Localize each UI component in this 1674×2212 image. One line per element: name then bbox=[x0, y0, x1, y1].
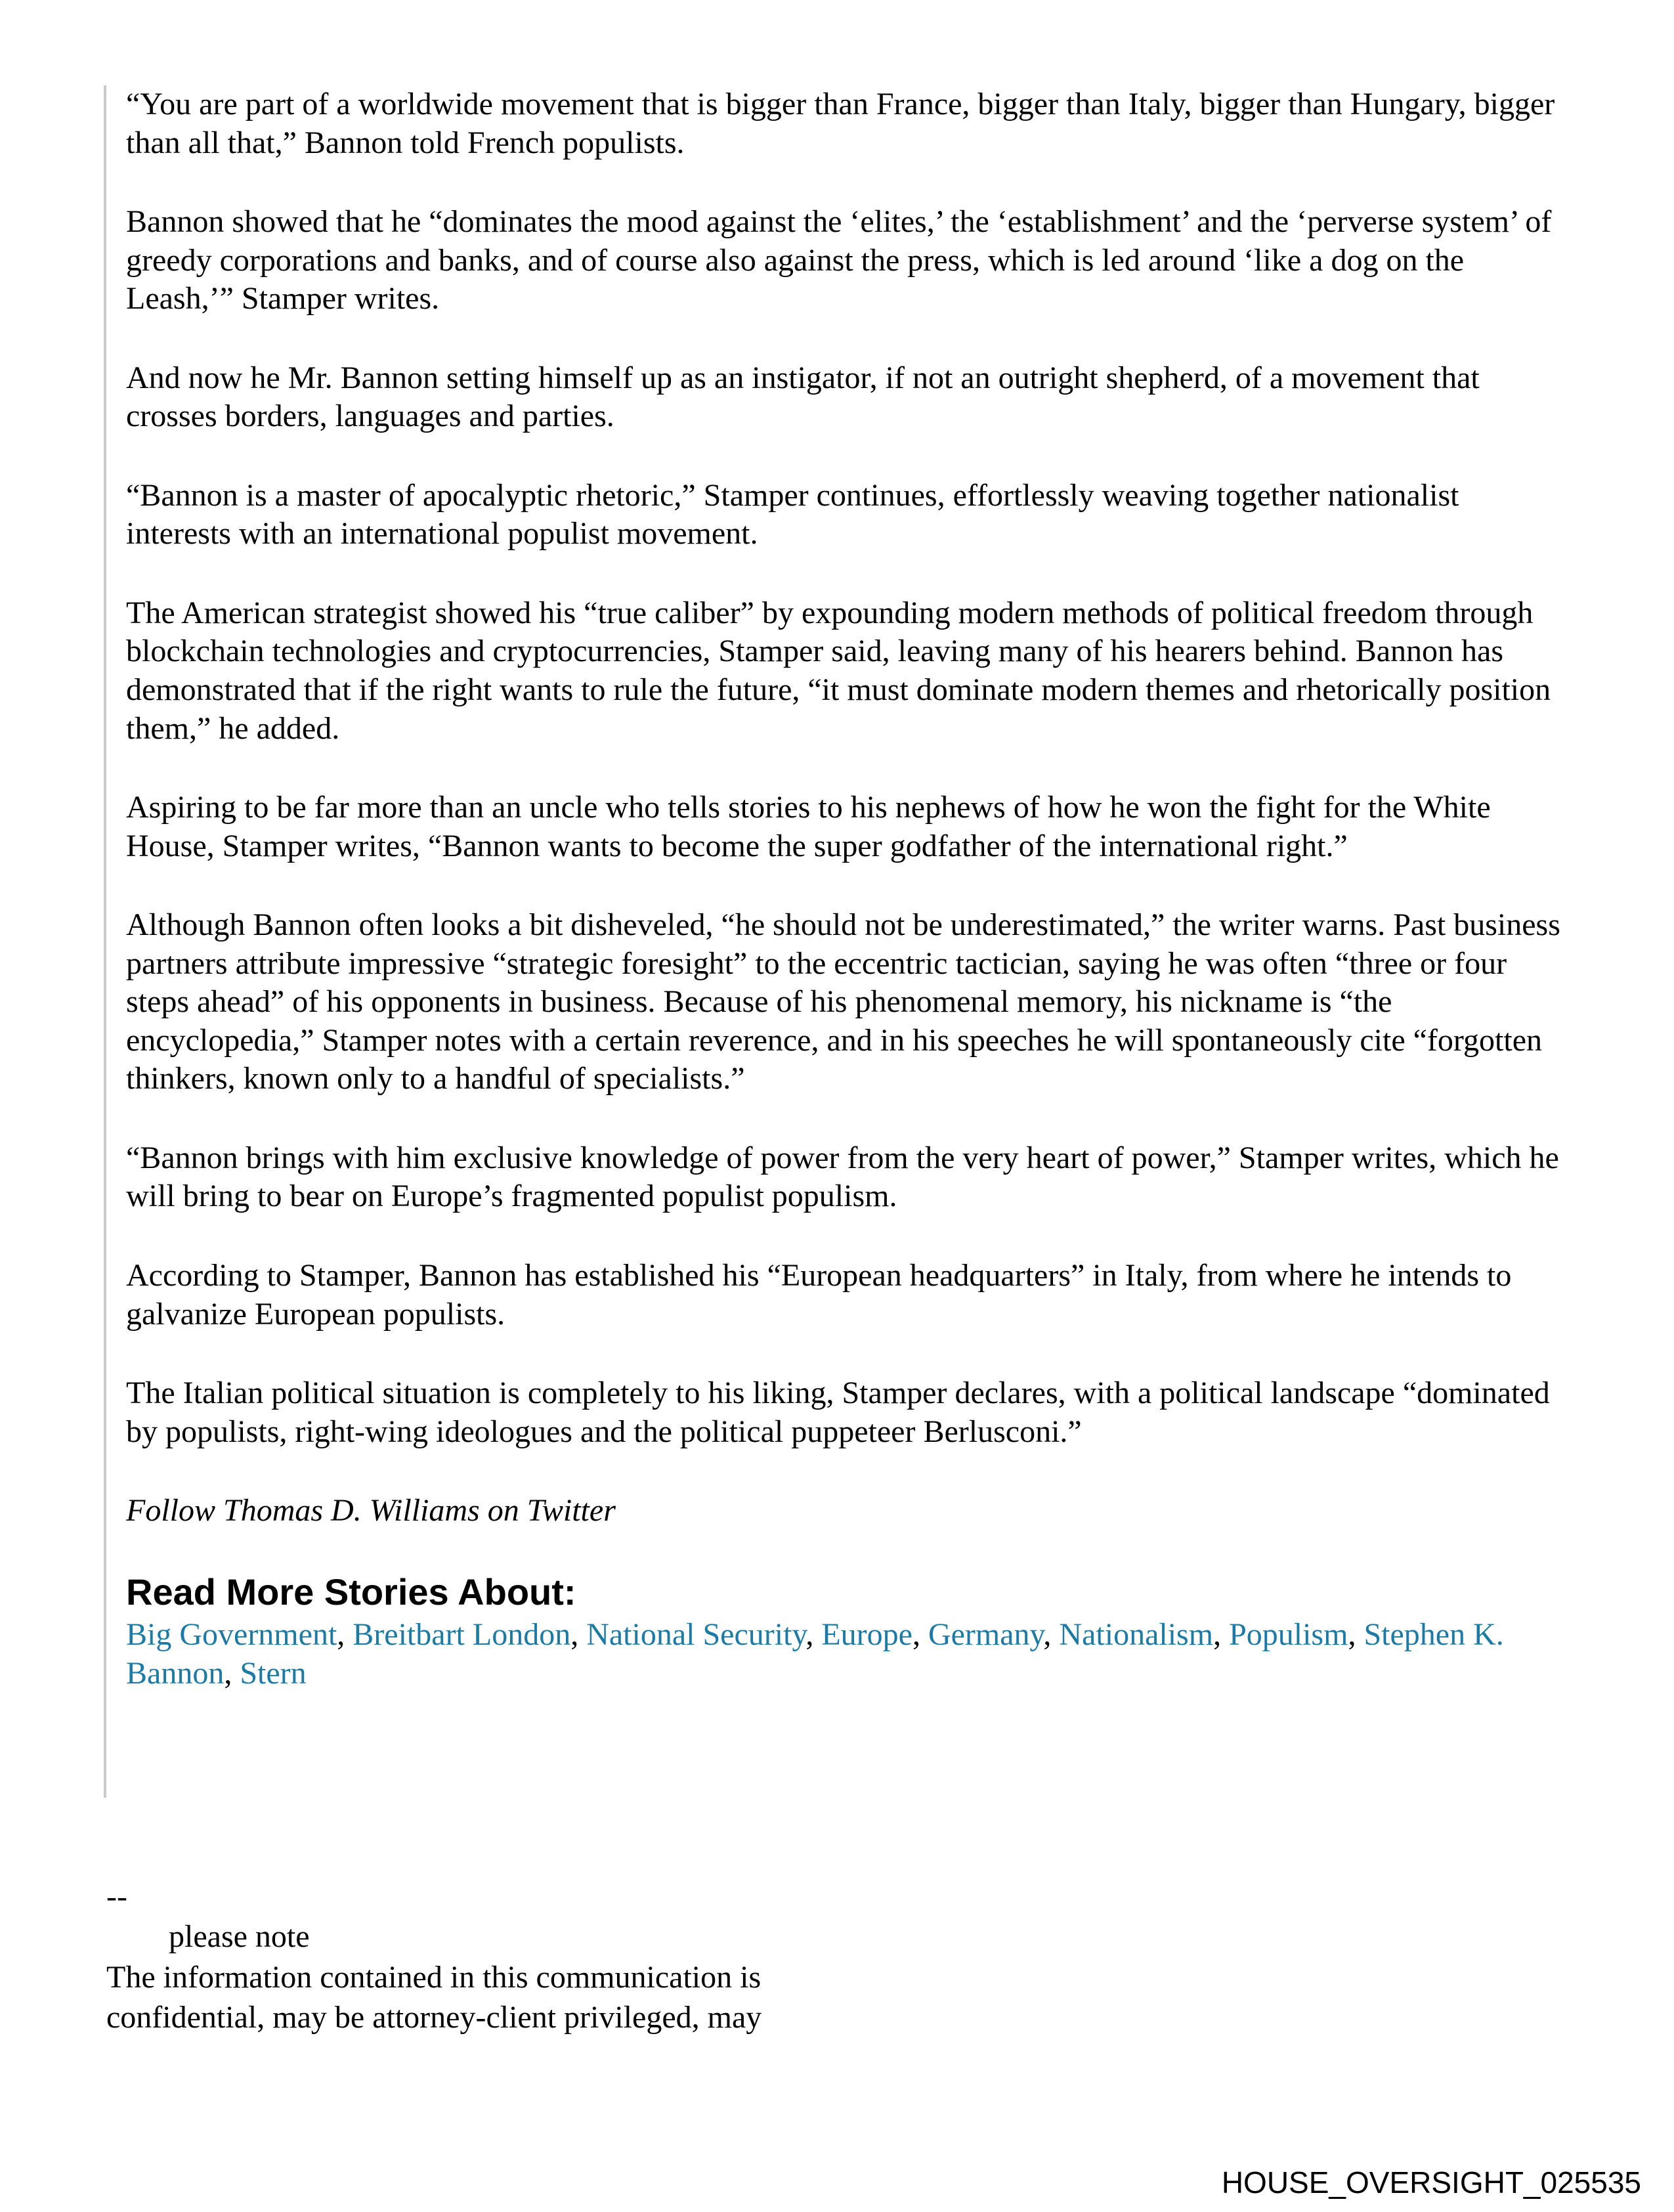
article-paragraph: According to Stamper, Bannon has established his “European headquarters” in Italy, from where he intends to galvanize European populists. bbox=[126, 1258, 1512, 1332]
disclaimer-line: confidential, may be attorney-client privileged, may bbox=[106, 2000, 762, 2035]
article-paragraph: Bannon showed that he “dominates the mood against the ‘elites,’ the ‘establishment’ and the ‘perverse system’ of greedy corporations and banks, and of course also against the press, which is led around ‘like a dog on the Leash,’” Stamper writes. bbox=[126, 204, 1552, 316]
signature-separator: -- bbox=[106, 1879, 127, 1914]
tag-separator: , bbox=[337, 1617, 353, 1653]
topic-tag-link[interactable]: National Security bbox=[586, 1617, 806, 1653]
article-paragraph: Although Bannon often looks a bit disheveled, “he should not be underestimated,” the writer warns. Past business partners attribute impressive “strategic foresight” to the eccentric tactician, saying he was often “three or four steps ahead” of his opponents in business. Because of his phenomenal memory, his nickname is “the encyclopedia,” Stamper notes with a certain reverence, and in his speeches he will spontaneously cite “forgotten thinkers, known only to a handful of specialists.” bbox=[126, 907, 1560, 1096]
bates-number: HOUSE_OVERSIGHT_025535 bbox=[1221, 2165, 1641, 2200]
topic-tag-link[interactable]: Europe bbox=[821, 1617, 912, 1653]
quoted-email-block bbox=[104, 85, 1570, 1798]
topic-tag-link[interactable]: Breitbart London bbox=[353, 1617, 571, 1653]
tag-separator: , bbox=[570, 1617, 587, 1653]
article-paragraph: “Bannon is a master of apocalyptic rhetoric,” Stamper continues, effortlessly weaving together nationalist interests with an international populist movement. bbox=[126, 477, 1459, 552]
confidentiality-disclaimer bbox=[106, 1957, 762, 2038]
topic-tag-link[interactable]: Stern bbox=[240, 1655, 307, 1691]
tag-separator: , bbox=[1213, 1617, 1230, 1653]
topic-tag-link[interactable]: Germany bbox=[928, 1617, 1044, 1653]
read-more-heading: Read More Stories About: bbox=[126, 1571, 576, 1613]
tag-separator: , bbox=[1348, 1617, 1364, 1653]
topic-tag-link[interactable]: Big Government bbox=[126, 1617, 337, 1653]
follow-author-line: Follow Thomas D. Williams on Twitter bbox=[126, 1493, 616, 1529]
topic-tags-list bbox=[126, 1616, 1551, 1693]
article-paragraph: Aspiring to be far more than an uncle who tells stories to his nephews of how he won the fight for the White House, Stamper writes, “Bannon wants to become the super godfather of the international right.” bbox=[126, 790, 1491, 863]
topic-tag-link[interactable]: Populism bbox=[1229, 1617, 1348, 1653]
article-paragraph: The Italian political situation is completely to his liking, Stamper declares, with a political landscape “dominated by populists, right-wing ideologues and the political puppeteer Berlusconi.” bbox=[126, 1376, 1550, 1449]
please-note-label: please note bbox=[169, 1919, 310, 1955]
article-paragraph: The American strategist showed his “true caliber” by expounding modern methods of political freedom through blockchain technologies and cryptocurrencies, Stamper said, leaving many of his hearers behind. Bannon has demonstrated that if the right wants to rule the future, “it must dominate modern themes and rhetorically position them,” he added. bbox=[126, 595, 1551, 746]
article-paragraph: “You are part of a worldwide movement that is bigger than France, bigger than Italy, bigger than Hungary, bigger than all that,” Bannon told French populists. bbox=[126, 87, 1555, 160]
article-paragraphs bbox=[126, 85, 1570, 1451]
tag-separator: , bbox=[1043, 1617, 1060, 1653]
tag-separator: , bbox=[912, 1617, 928, 1653]
disclaimer-line: The information contained in this communication is bbox=[106, 1959, 762, 1995]
email-footer bbox=[106, 1876, 762, 2038]
topic-tag-link[interactable]: Nationalism bbox=[1059, 1617, 1214, 1653]
topic-tag-link[interactable]: Stephen K. Bannon bbox=[126, 1617, 1504, 1691]
article-paragraph: “Bannon brings with him exclusive knowledge of power from the very heart of power,” Stamper writes, which he will bring to bear on Europe’s fragmented populist populism. bbox=[126, 1140, 1559, 1214]
article-paragraph: And now he Mr. Bannon setting himself up as an instigator, if not an outright shepherd, of a movement that crosses borders, languages and parties. bbox=[126, 360, 1480, 434]
tag-separator: , bbox=[805, 1617, 822, 1653]
tag-separator: , bbox=[224, 1655, 240, 1691]
